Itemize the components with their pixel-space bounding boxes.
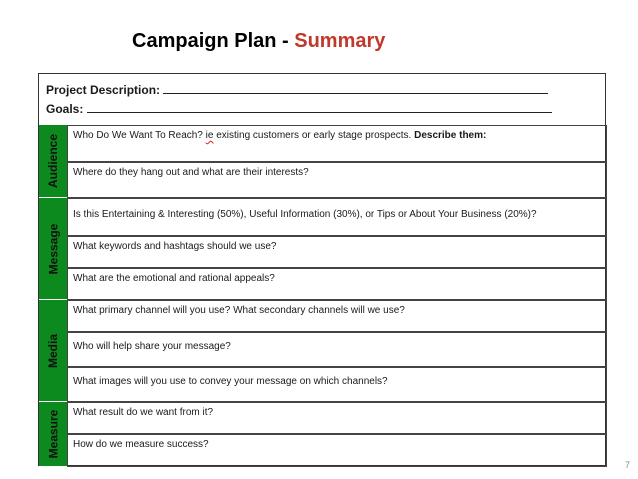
project-description-line <box>46 82 548 97</box>
question-text: How do we measure success? <box>73 439 209 450</box>
form-header <box>39 74 605 125</box>
question-row-result[interactable] <box>67 402 607 434</box>
question-text: Who will help share your message? <box>73 341 231 352</box>
question-text: Who Do We Want To Reach? ie existing customers or early stage prospects. Describe them: <box>73 130 487 141</box>
section-message <box>39 198 67 300</box>
section-audience <box>39 125 67 198</box>
title-main: Campaign Plan - <box>132 30 295 52</box>
question-text: What are the emotional and rational appeals? <box>73 273 275 284</box>
campaign-plan-form <box>38 73 606 466</box>
section-label: Measure <box>46 409 61 459</box>
project-description-field[interactable] <box>163 82 548 94</box>
question-row-content-mix[interactable] <box>67 198 607 236</box>
question-text: What images will you use to convey your message on which channels? <box>73 376 388 387</box>
question-row-interests[interactable] <box>67 162 607 198</box>
goals-label: Goals: <box>46 102 84 116</box>
question-row-share[interactable] <box>67 332 607 367</box>
project-description-label: Project Description: <box>46 83 161 97</box>
section-label: Message <box>46 223 61 274</box>
question-text: What result do we want from it? <box>73 407 214 418</box>
question-row-images[interactable] <box>67 367 607 402</box>
question-row-keywords[interactable] <box>67 236 607 268</box>
question-row-success[interactable] <box>67 434 607 467</box>
section-label: Audience <box>46 133 61 189</box>
section-measure <box>39 402 67 467</box>
page-number: 7 <box>624 460 630 470</box>
goals-line <box>46 101 552 116</box>
question-text: Is this Entertaining & Interesting (50%), Useful Information (30%), or Tips or About Your Business (20%)? <box>73 209 537 220</box>
section-label: Media <box>46 333 61 368</box>
goals-field[interactable] <box>87 101 552 113</box>
question-row-appeals[interactable] <box>67 268 607 300</box>
title-accent: Summary <box>294 30 386 52</box>
question-row-reach[interactable] <box>67 125 607 162</box>
question-row-channels[interactable] <box>67 300 607 332</box>
question-text: Where do they hang out and what are their interests? <box>73 167 309 178</box>
question-text: What primary channel will you use? What secondary channels will we use? <box>73 305 405 316</box>
page-title <box>132 30 385 53</box>
section-media <box>39 300 67 402</box>
question-text: What keywords and hashtags should we use? <box>73 241 277 252</box>
